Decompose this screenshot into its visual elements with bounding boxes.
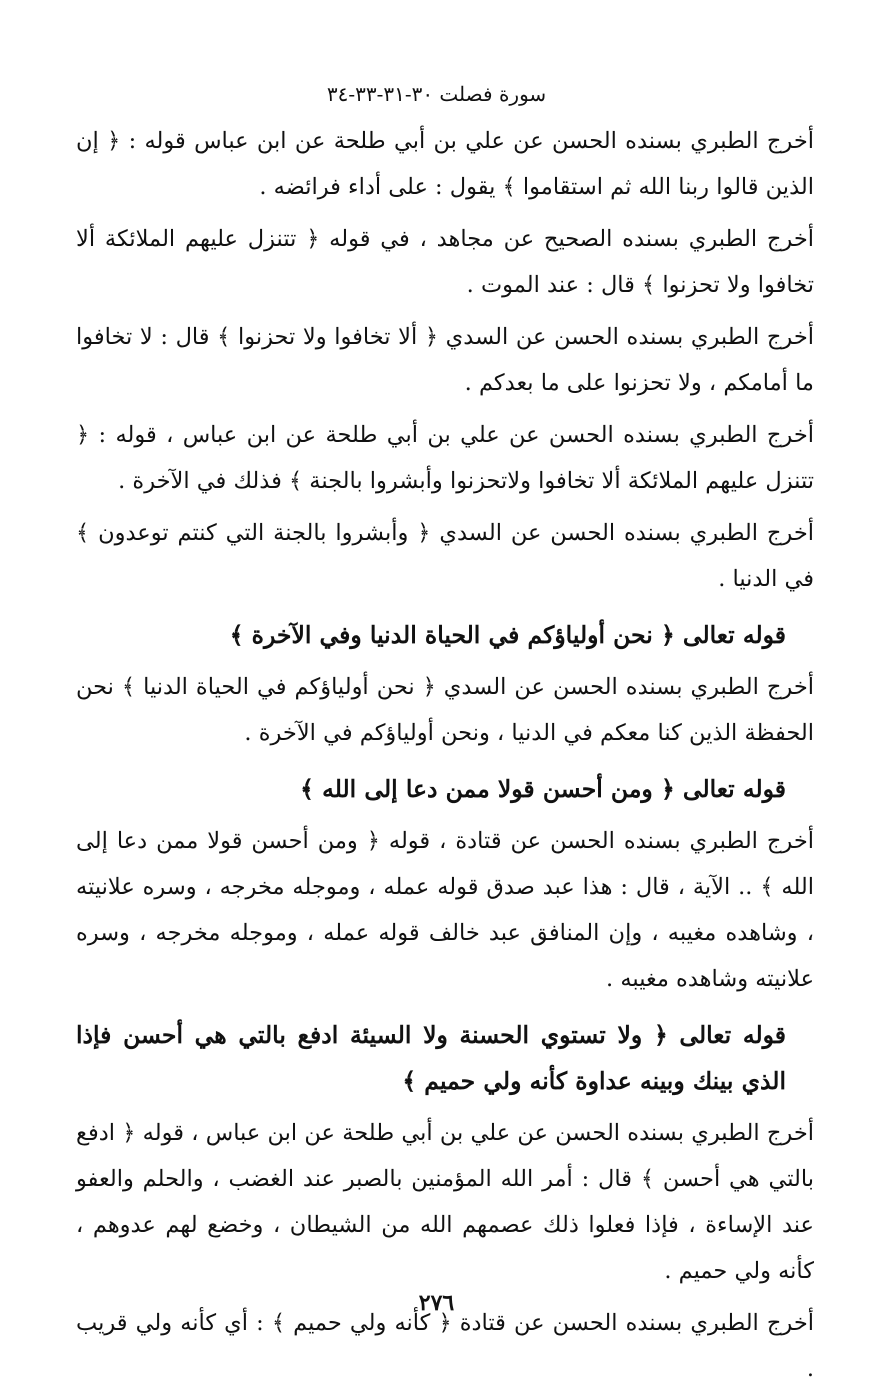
paragraph: أخرج الطبري بسنده الحسن عن علي بن أبي طلحة عن ابن عباس قوله : ﴿ إن الذين قالوا ربنا الله ثم استقاموا ﴾ يقول : على أداء فرائضه . — [76, 128, 814, 200]
paragraph: أخرج الطبري بسنده الحسن عن السدي ﴿ ألا تخافوا ولا تحزنوا ﴾ قال : لا تخافوا ما أمامكم ، ولا تحزنوا على ما بعدكم . — [76, 324, 814, 396]
page-body — [76, 118, 814, 1398]
page-header: سورة فصلت ٣٠-٣١-٣٣-٣٤ — [326, 82, 547, 106]
paragraph: أخرج الطبري بسنده الحسن عن السدي ﴿ وأبشروا بالجنة التي كنتم توعدون ﴾ في الدنيا . — [76, 520, 814, 592]
paragraph: أخرج الطبري بسنده الحسن عن علي بن أبي طلحة عن ابن عباس ، قوله : ﴿ تتنزل عليهم الملائكة ألا تخافوا ولاتحزنوا وأبشروا بالجنة ﴾ فذلك في الآخرة . — [76, 422, 814, 494]
section-heading: قوله تعالى ﴿ ولا تستوي الحسنة ولا السيئة ادفع بالتي هي أحسن فإذا الذي بينك وبينه عداوة كأنه ولي حميم ﴾ — [76, 1021, 786, 1095]
page-number: ٢٧٦ — [418, 1290, 455, 1316]
paragraph: أخرج الطبري بسنده الحسن عن قتادة ، قوله ﴿ ومن أحسن قولا ممن دعا إلى الله ﴾ .. الآية ، قال : هذا عبد صدق قوله عمله ، وموجله مخرجه ، وسره علانيته ، وشاهده مغيبه ، وإن المنافق عبد خالف قوله عمله ، وموجله مخرجه ، وسره علانيته وشاهده مغيبه . — [76, 828, 814, 992]
paragraph: أخرج الطبري بسنده الصحيح عن مجاهد ، في قوله ﴿ تتنزل عليهم الملائكة ألا تخافوا ولا تحزنوا ﴾ قال : عند الموت . — [76, 226, 814, 298]
paragraph: أخرج الطبري بسنده الحسن عن السدي ﴿ نحن أولياؤكم في الحياة الدنيا ﴾ نحن الحفظة الذين كنا معكم في الدنيا ، ونحن أولياؤكم في الآخرة . — [76, 674, 814, 746]
section-heading: قوله تعالى ﴿ ومن أحسن قولا ممن دعا إلى الله ﴾ — [300, 775, 786, 803]
section-heading: قوله تعالى ﴿ نحن أولياؤكم في الحياة الدنيا وفي الآخرة ﴾ — [229, 621, 786, 649]
paragraph: أخرج الطبري بسنده الحسن عن قتادة ﴿ كأنه ولي حميم ﴾ : أي كأنه ولي قريب . — [76, 1310, 814, 1382]
paragraph: أخرج الطبري بسنده الحسن عن علي بن أبي طلحة عن ابن عباس ، قوله ﴿ ادفع بالتي هي أحسن ﴾ قال : أمر الله المؤمنين بالصبر عند الغضب ، والحلم والعفو عند الإساءة ، فإذا فعلوا ذلك عصمهم الله من الشيطان ، وخضع لهم عدوهم ، كأنه ولي حميم . — [76, 1120, 814, 1284]
